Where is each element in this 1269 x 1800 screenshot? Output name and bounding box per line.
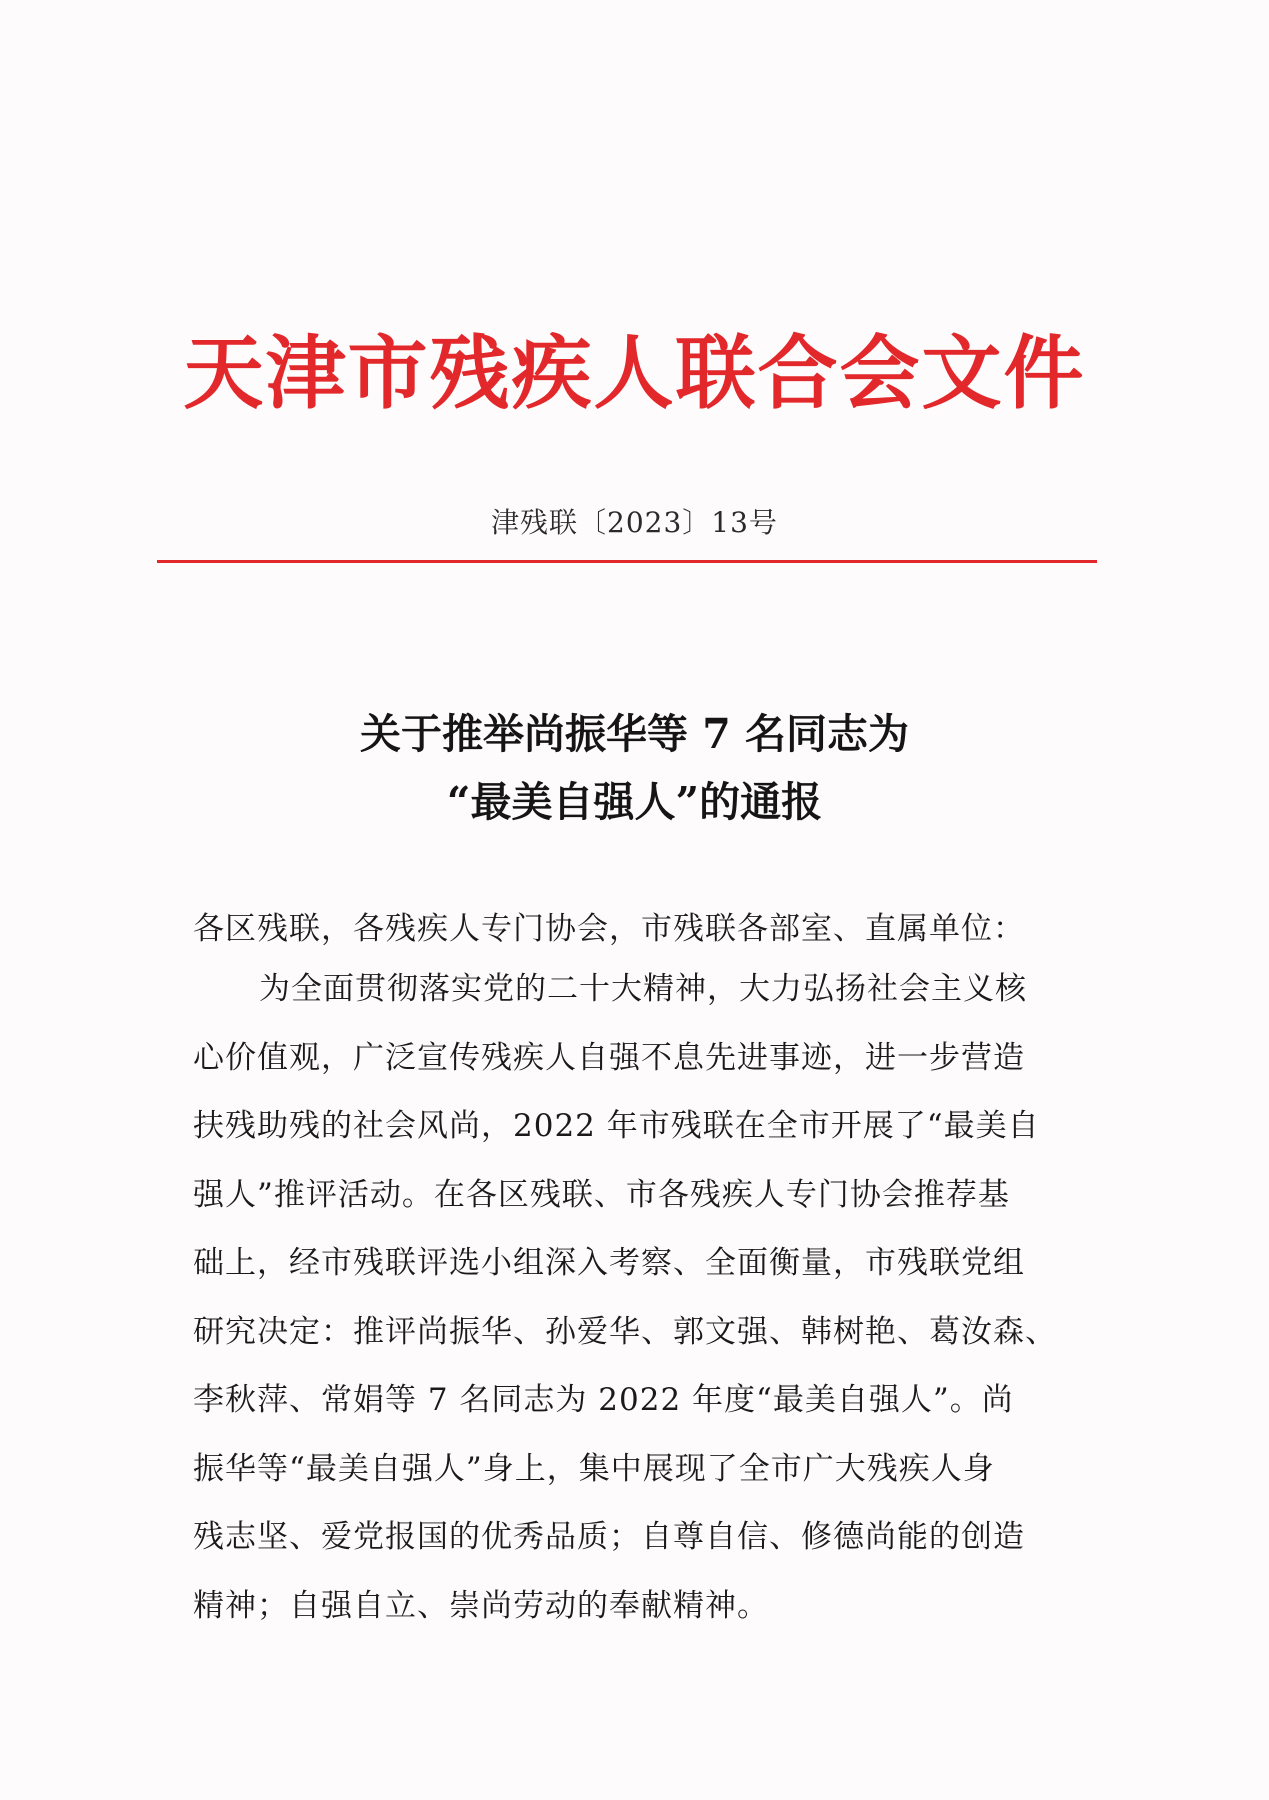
body-line: 李秋萍、常娟等 7 名同志为 2022 年度“最美自强人”。尚 (193, 1382, 1014, 1418)
body-line: 振华等“最美自强人”身上，集中展现了全市广大残疾人身 (193, 1450, 995, 1487)
body-line: 扶残助残的社会风尚，2022 年市残联在全市开展了“最美自 (193, 1108, 1040, 1144)
body-line: 精神；自强自立、崇尚劳动的奉献精神。 (193, 1587, 769, 1624)
body-line: 心价值观，广泛宣传残疾人自强不息先进事迹，进一步营造 (193, 1039, 1025, 1076)
body-line: 强人”推评活动。在各区残联、市各残疾人专门协会推荐基 (193, 1176, 1010, 1213)
salutation: 各区残联，各残疾人专门协会，市残联各部室、直属单位： (193, 911, 1025, 947)
body-line: 研究决定：推评尚振华、孙爱华、郭文强、韩树艳、葛汝森、 (193, 1313, 1057, 1350)
body-line: 础上，经市残联评选小组深入考察、全面衡量，市残联党组 (193, 1245, 1025, 1281)
notice-title-line-1: 关于推举尚振华等 7 名同志为 (359, 710, 910, 758)
red-divider-line (157, 560, 1097, 563)
masthead-title: 天津市残疾人联合会文件 (183, 326, 1086, 420)
body-paragraph (193, 967, 1093, 1652)
notice-title (0, 700, 1269, 836)
body-line: 为全面贯彻落实党的二十大精神，大力弘扬社会主义核 (259, 971, 1027, 1007)
body-line: 残志坚、爱党报国的优秀品质；自尊自信、修德尚能的创造 (193, 1519, 1025, 1555)
notice-title-line-2: “最美自强人”的通报 (446, 778, 823, 826)
document-number: 津残联〔2023〕13号 (491, 506, 778, 539)
